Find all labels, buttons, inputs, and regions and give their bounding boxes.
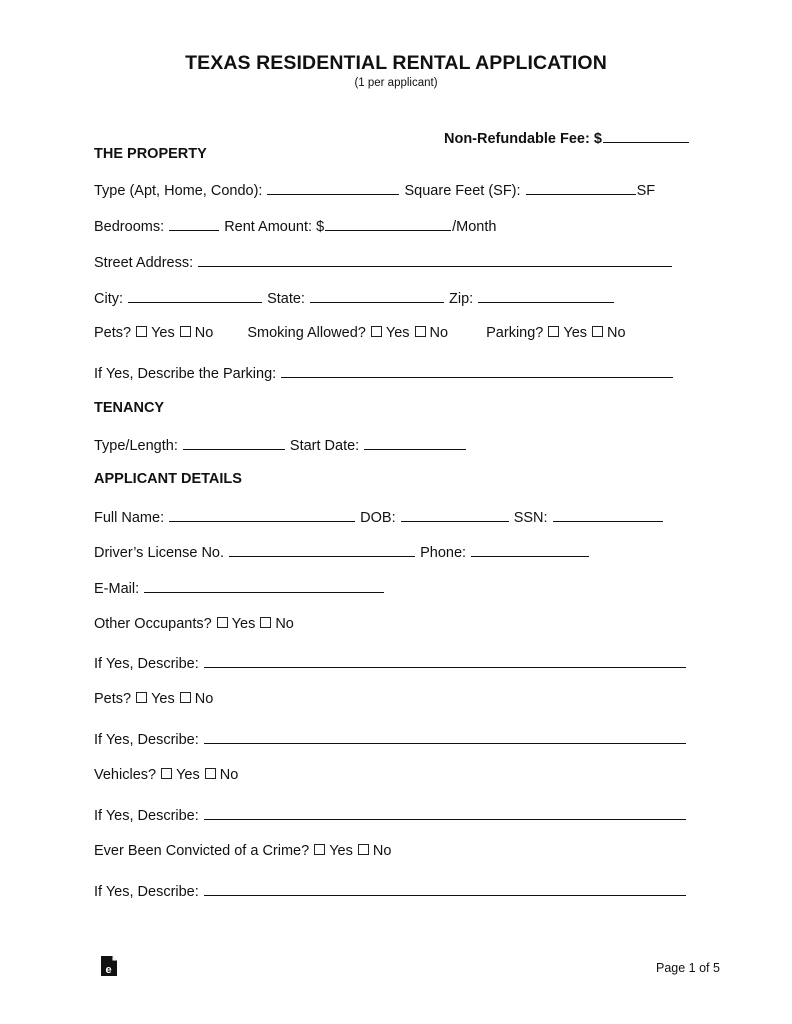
vehicles-row bbox=[94, 766, 238, 784]
parking-describe-label: If Yes, Describe the Parking: bbox=[94, 366, 277, 382]
yes-label: Yes bbox=[329, 843, 353, 859]
no-label: No bbox=[275, 616, 294, 632]
crime-describe-field[interactable] bbox=[204, 881, 686, 896]
type-field[interactable] bbox=[267, 180, 399, 195]
vehicles-describe-row bbox=[94, 805, 687, 825]
no-label: No bbox=[194, 325, 214, 341]
city-field[interactable] bbox=[128, 288, 262, 303]
describe-label: If Yes, Describe: bbox=[94, 808, 199, 824]
describe-label: If Yes, Describe: bbox=[94, 732, 199, 748]
pets-describe-field[interactable] bbox=[204, 729, 686, 744]
crime-describe-row bbox=[94, 881, 687, 901]
occupants-describe-field[interactable] bbox=[204, 653, 686, 668]
crime-yes-checkbox[interactable] bbox=[314, 844, 325, 855]
bedrooms-rent-row bbox=[94, 216, 496, 236]
zip-label: Zip: bbox=[449, 291, 474, 307]
smoking-label: Smoking Allowed? bbox=[247, 325, 366, 341]
yes-label: Yes bbox=[151, 691, 175, 707]
applicant-pets-label: Pets? bbox=[94, 691, 132, 707]
street-label: Street Address: bbox=[94, 255, 194, 271]
applicant-heading: APPLICANT DETAILS bbox=[94, 471, 242, 487]
property-type-row bbox=[94, 180, 655, 200]
occupants-no-checkbox[interactable] bbox=[260, 617, 271, 628]
parking-describe-row bbox=[94, 363, 674, 383]
occupants-yes-checkbox[interactable] bbox=[217, 617, 228, 628]
no-label: No bbox=[219, 767, 239, 783]
yes-label: Yes bbox=[231, 616, 256, 632]
name-dob-ssn-row bbox=[94, 507, 664, 527]
occupants-describe-row bbox=[94, 653, 687, 673]
city-label: City: bbox=[94, 291, 123, 307]
page-number: Page 1 of 5 bbox=[656, 961, 720, 975]
pets-describe-row bbox=[94, 729, 687, 749]
full-name-field[interactable] bbox=[169, 507, 355, 522]
property-heading: THE PROPERTY bbox=[94, 146, 207, 162]
start-date-label: Start Date: bbox=[289, 438, 360, 454]
pets-smoking-parking-row bbox=[94, 324, 626, 342]
start-date-field[interactable] bbox=[364, 435, 466, 450]
sqft-unit: SF bbox=[636, 183, 656, 199]
crime-row bbox=[94, 842, 391, 860]
phone-label: Phone: bbox=[420, 545, 467, 561]
state-field[interactable] bbox=[310, 288, 444, 303]
parking-describe-field[interactable] bbox=[281, 363, 673, 378]
street-field[interactable] bbox=[198, 252, 672, 267]
document-logo-icon bbox=[100, 955, 118, 977]
email-label: E-Mail: bbox=[94, 581, 140, 597]
parking-label: Parking? bbox=[486, 325, 544, 341]
email-row bbox=[94, 578, 385, 598]
applicant-pets-no-checkbox[interactable] bbox=[180, 692, 191, 703]
type-label: Type (Apt, Home, Condo): bbox=[94, 183, 263, 199]
describe-label: If Yes, Describe: bbox=[94, 656, 199, 672]
phone-field[interactable] bbox=[471, 542, 589, 557]
property-pets-yes-checkbox[interactable] bbox=[136, 326, 147, 337]
parking-yes-checkbox[interactable] bbox=[548, 326, 559, 337]
bedrooms-label: Bedrooms: bbox=[94, 219, 165, 235]
crime-label: Ever Been Convicted of a Crime? bbox=[94, 843, 310, 859]
smoking-no-checkbox[interactable] bbox=[415, 326, 426, 337]
fee-field[interactable] bbox=[603, 128, 689, 143]
parking-no-checkbox[interactable] bbox=[592, 326, 603, 337]
license-phone-row bbox=[94, 542, 590, 562]
yes-label: Yes bbox=[563, 325, 588, 341]
rent-field[interactable] bbox=[325, 216, 451, 231]
license-field[interactable] bbox=[229, 542, 415, 557]
document-subtitle: (1 per applicant) bbox=[354, 77, 438, 89]
fee-row bbox=[444, 128, 690, 147]
vehicles-yes-checkbox[interactable] bbox=[161, 768, 172, 779]
rent-unit: /Month bbox=[452, 219, 497, 235]
yes-label: Yes bbox=[385, 325, 410, 341]
describe-label: If Yes, Describe: bbox=[94, 884, 199, 900]
sqft-label: Square Feet (SF): bbox=[404, 183, 521, 199]
property-pets-no-checkbox[interactable] bbox=[180, 326, 191, 337]
property-pets-label: Pets? bbox=[94, 325, 132, 341]
no-label: No bbox=[194, 691, 214, 707]
no-label: No bbox=[607, 325, 626, 341]
fee-label: Non-Refundable Fee: $ bbox=[444, 131, 602, 147]
crime-no-checkbox[interactable] bbox=[358, 844, 369, 855]
applicant-pets-yes-checkbox[interactable] bbox=[136, 692, 147, 703]
no-label: No bbox=[372, 843, 392, 859]
occupants-row bbox=[94, 615, 294, 633]
vehicles-describe-field[interactable] bbox=[204, 805, 686, 820]
no-label: No bbox=[429, 325, 449, 341]
rent-label: Rent Amount: $ bbox=[224, 219, 325, 235]
ssn-label: SSN: bbox=[513, 510, 548, 526]
zip-field[interactable] bbox=[478, 288, 614, 303]
city-state-zip-row bbox=[94, 288, 615, 308]
license-label: Driver’s License No. bbox=[94, 545, 225, 561]
smoking-yes-checkbox[interactable] bbox=[371, 326, 382, 337]
dob-field[interactable] bbox=[401, 507, 509, 522]
bedrooms-field[interactable] bbox=[169, 216, 219, 231]
logo-letter: e bbox=[105, 964, 112, 976]
yes-label: Yes bbox=[151, 325, 175, 341]
type-length-field[interactable] bbox=[183, 435, 285, 450]
vehicles-no-checkbox[interactable] bbox=[205, 768, 216, 779]
occupants-label: Other Occupants? bbox=[94, 616, 212, 632]
applicant-pets-row bbox=[94, 690, 213, 708]
tenancy-heading: TENANCY bbox=[94, 400, 165, 416]
sqft-field[interactable] bbox=[526, 180, 636, 195]
type-length-label: Type/Length: bbox=[94, 438, 178, 454]
vehicles-label: Vehicles? bbox=[94, 767, 157, 783]
full-name-label: Full Name: bbox=[94, 510, 165, 526]
street-row bbox=[94, 252, 673, 272]
email-field[interactable] bbox=[144, 578, 384, 593]
ssn-field[interactable] bbox=[553, 507, 663, 522]
document-title: TEXAS RESIDENTIAL RENTAL APPLICATION bbox=[185, 52, 607, 74]
state-label: State: bbox=[267, 291, 305, 307]
dob-label: DOB: bbox=[360, 510, 396, 526]
yes-label: Yes bbox=[176, 767, 200, 783]
tenancy-row bbox=[94, 435, 467, 455]
